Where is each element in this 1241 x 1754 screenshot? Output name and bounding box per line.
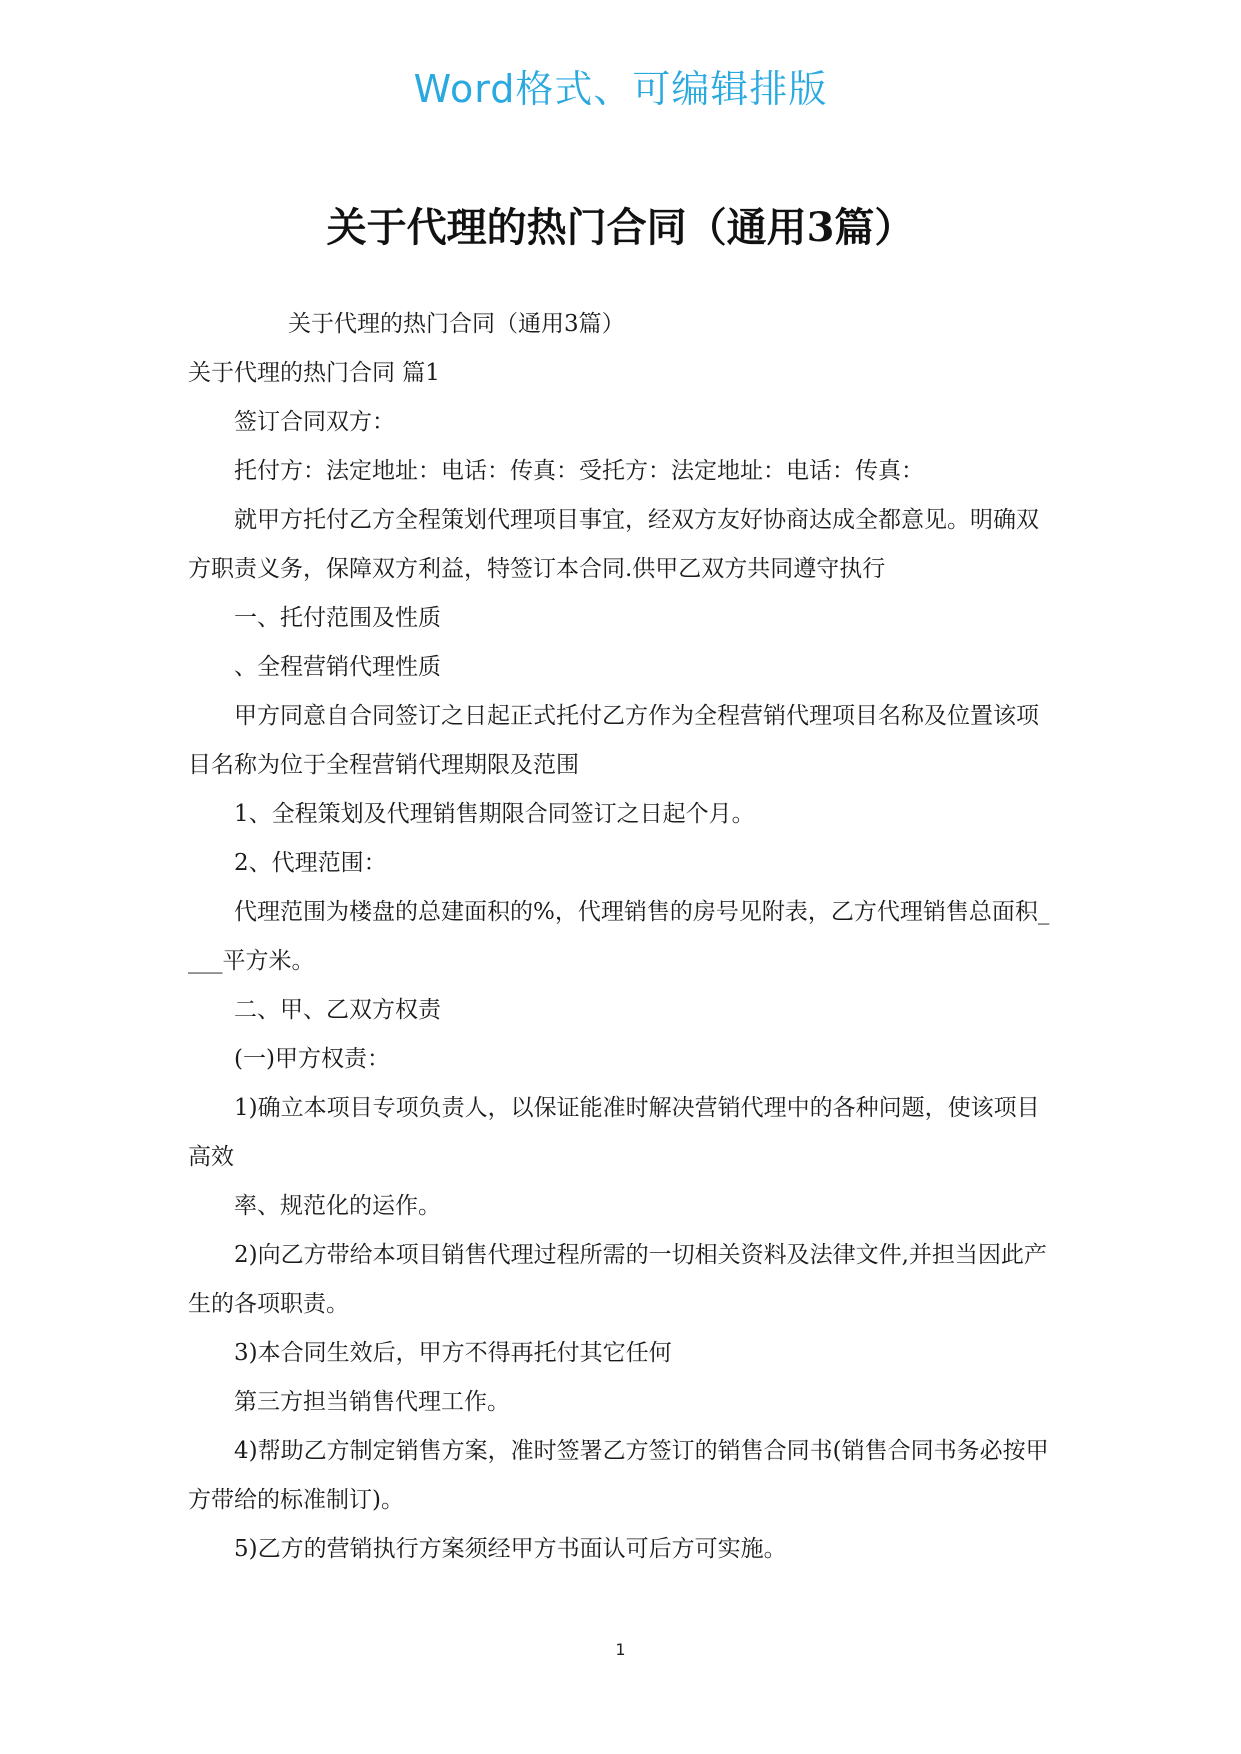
editable-format-banner: Word格式、可编辑排版 [413,67,828,111]
paragraph: 率、规范化的运作。 [234,1193,441,1219]
paragraph: 1)确立本项目专项负责人，以保证能准时解决营销代理中的各种问题，使该项目高效 [188,1095,1040,1170]
paragraph: 托付方：法定地址：电话：传真：受托方：法定地址：电话：传真： [234,458,924,484]
paragraph: 4)帮助乙方制定销售方案，准时签署乙方签订的销售合同书(销售合同书务必按甲方带给的标准制订)。 [188,1438,1049,1513]
paragraph: 就甲方托付乙方全程策划代理项目事宜，经双方友好协商达成全都意见。明确双方职责义务，保障双方利益，特签订本合同.供甲乙双方共同遵守执行 [188,507,1039,582]
paragraph: 甲方同意自合同签订之日起正式托付乙方作为全程营销代理项目名称及位置该项目名称为位于全程营销代理期限及范围 [188,703,1039,778]
paragraph: (一)甲方权责： [234,1046,390,1072]
section-heading: 关于代理的热门合同 篇1 [188,360,440,386]
paragraph: 二、甲、乙双方权责 [234,997,441,1023]
document-body [188,300,1058,1574]
paragraph: 代理范围为楼盘的总建面积的%，代理销售的房号见附表，乙方代理销售总面积____平方米。 [188,899,1050,974]
paragraph: 1、全程策划及代理销售期限合同签订之日起个月。 [234,801,755,827]
page-number: 1 [615,1640,626,1659]
paragraph: 签订合同双方： [234,409,395,435]
paragraph: 2、代理范围： [234,850,387,876]
paragraph: 一、托付范围及性质 [234,605,441,631]
paragraph: 第三方担当销售代理工作。 [234,1389,510,1415]
paragraph: 2)向乙方带给本项目销售代理过程所需的一切相关资料及法律文件,并担当因此产生的各项职责。 [188,1242,1047,1317]
paragraph: 5)乙方的营销执行方案须经甲方书面认可后方可实施。 [234,1536,787,1562]
document-title: 关于代理的热门合同（通用3篇） [326,204,915,251]
paragraph: 3)本合同生效后，甲方不得再托付其它任何 [234,1340,672,1366]
paragraph: 、全程营销代理性质 [234,654,441,680]
subtitle-paragraph: 关于代理的热门合同（通用3篇） [288,311,625,337]
